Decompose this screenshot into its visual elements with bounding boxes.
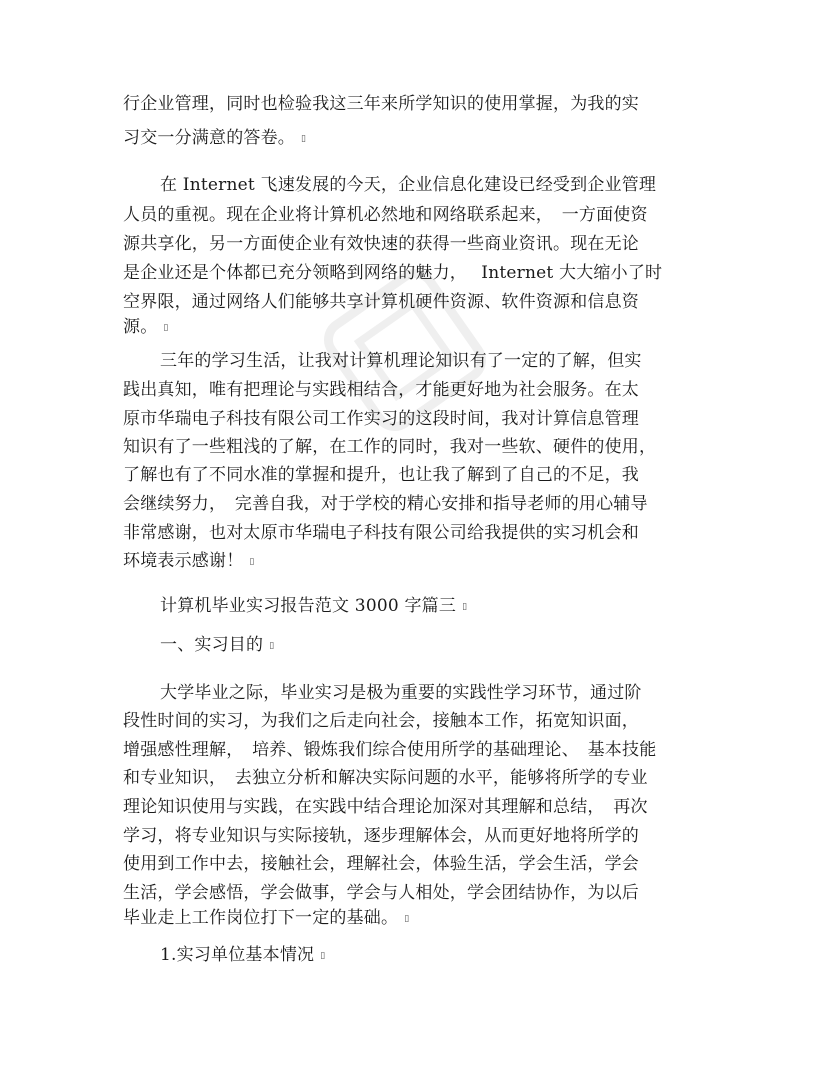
paragraph-line: 和专业知识， 去独立分析和解决实际问题的水平，能够将所学的专业	[123, 768, 648, 788]
paragraph-mark-icon: ▯	[163, 322, 169, 333]
paragraph-line: 原市华瑞电子科技有限公司工作实习的这段时间，我对计算信息管理	[123, 409, 639, 429]
paragraph-line: 会继续努力， 完善自我，对于学校的精心安排和指导老师的用心辅导	[123, 494, 648, 514]
paragraph-line: 源共享化，另一方面使企业有效快速的获得一些商业资讯。现在无论	[123, 234, 639, 254]
paragraph-line: 段性时间的实习，为我们之后走向社会，接触本工作，拓宽知识面，	[123, 711, 639, 731]
paragraph-line: 增强感性理解， 培养、锻炼我们综合使用所学的基础理论、 基本技能	[123, 740, 657, 760]
paragraph-mark-icon: ▯	[301, 133, 307, 144]
paragraph-mark-icon: ▯	[249, 556, 255, 567]
paragraph-line: 是企业还是个体都已充分领略到网络的魅力， Internet 大大缩小了时	[123, 263, 663, 283]
paragraph-mark-icon: ▯	[320, 950, 326, 961]
paragraph-line: 知识有了一些粗浅的了解，在工作的同时，我对一些软、硬件的使用，	[123, 437, 657, 457]
paragraph-line: 大学毕业之际，毕业实习是极为重要的实践性学习环节，通过阶	[160, 683, 642, 703]
paragraph-line: 人员的重视。现在企业将计算机必然地和网络联系起来， 一方面使资	[123, 205, 648, 225]
subsection-heading: 1.实习单位基本情况 ▯	[160, 945, 326, 965]
paragraph-line: 践出真知，唯有把理论与实践相结合，才能更好地为社会服务。在太	[123, 380, 639, 400]
paragraph-line: 非常感谢，也对太原市华瑞电子科技有限公司给我提供的实习机会和	[123, 523, 639, 543]
paragraph-line: 毕业走上工作岗位打下一定的基础。 ▯	[123, 908, 410, 928]
paragraph-line: 空界限，通过网络人们能够共享计算机硬件资源、软件资源和信息资	[123, 292, 639, 312]
paragraph-line: 了解也有了不同水准的掌握和提升，也让我了解到了自己的不足，我	[123, 465, 639, 485]
paragraph-mark-icon: ▯	[269, 640, 275, 651]
paragraph-mark-icon: ▯	[404, 913, 410, 924]
paragraph-line: 理论知识使用与实践，在实践中结合理论加深对其理解和总结， 再次	[123, 797, 648, 817]
paragraph-line: 三年的学习生活，让我对计算机理论知识有了一定的了解，但实	[160, 351, 642, 371]
paragraph-line: 使用到工作中去，接触社会，理解社会，体验生活，学会生活，学会	[123, 854, 639, 874]
paragraph-line: 源。 ▯	[123, 317, 169, 337]
paragraph-line: 在 Internet 飞速发展的今天，企业信息化建设已经受到企业管理	[160, 175, 657, 195]
paragraph-line: 学习，将专业知识与实际接轨，逐步理解体会，从而更好地将所学的	[123, 826, 639, 846]
paragraph-line: 行企业管理，同时也检验我这三年来所学知识的使用掌握，为我的实	[123, 94, 639, 114]
paragraph-mark-icon: ▯	[462, 601, 468, 612]
section-title: 计算机毕业实习报告范文 3000 字篇三 ▯	[160, 596, 468, 616]
section-heading: 一、实习目的 ▯	[160, 635, 275, 655]
paragraph-line: 环境表示感谢！ ▯	[123, 551, 255, 571]
paragraph-line: 生活，学会感悟，学会做事，学会与人相处，学会团结协作，为以后	[123, 883, 639, 903]
paragraph-line: 习交一分满意的答卷。 ▯	[123, 128, 307, 148]
